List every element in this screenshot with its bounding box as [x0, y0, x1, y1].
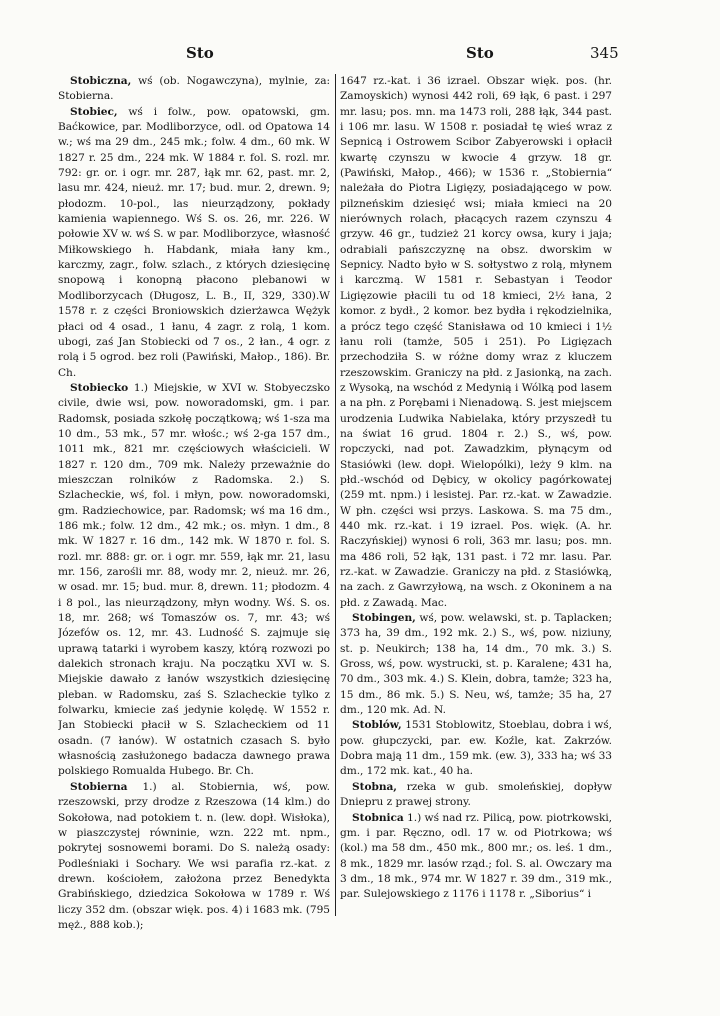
entry-headword: Stobierna — [70, 780, 128, 793]
entry-stobna — [340, 780, 612, 811]
entry-headword: Stobingen, — [352, 612, 416, 625]
entry-stobiecko — [58, 381, 330, 780]
entry-text: wś (ob. Nogawczyna), mylnie, za: Stobierna. — [58, 75, 330, 103]
entry-headword: Stobiecko — [70, 381, 129, 394]
left-column — [58, 74, 330, 1002]
entry-text: 1.) Miejskie, w XVI w. Stobyeczsko civile, dwie wsi, pow. noworadomski, gm. i par. Radomsk, posiada szkołę początkową; wś 1-sza ma 10 dm., 53 mk., 57 mr. włośc.; wś 2-ga 157 dm., 1011 mk., 821 mr. częściowych właścicieli. W 1827 r. 120 dm., 709 mk. Należy przeważnie do mieszczan rolników z Radomska. 2.) S. Szlacheckie, wś, fol. i młyn, pow. noworadomski, gm. Radziechowice, par. Radomsk; wś ma 16 dm., 186 mk.; folw. 12 dm., 42 mk.; os. młyn. 1 dm., 8 mk. W 1827 r. 16 dm., 142 mk. W 1870 r. fol. S. rozl. mr. 888: gr. or. i ogr. mr. 559, łąk mr. 21, lasu mr. 156, zarośli mr. 88, wody mr. 2, nieuż. mr. 26, w osad. mr. 15; bud. mur. 8, drewn. 11; płodozm. 4 i 8 pol., las nieurządzony, młyn wodny. Wś. S. os. 18, mr. 268; wś Tomaszów os. 7, mr. 43; wś Józefów os. 12, mr. 43. Ludność S. zajmuje się uprawą tatarki i wyrobem kaszy, którą rozwozi po dalekich stronach kraju. Na początku XVI w. S. Miejskie dawało z łanów wszystkich dziesięcinę pleban. w Radomsku, zaś S. Szlacheckie tylko z folwarku, kmiecie zaś jedynie kolędę. W 1552 r. Jan Stobiecki płacił w S. Szlacheckiem od 11 osadn. (7 łanów). W ostatnich czasach S. było własnością zasłużonego badacza dawnego prawa polskiego Romualda Hubego. Br. Ch. — [58, 381, 330, 778]
entry-headword: Stobnica — [352, 811, 404, 824]
entry-headword: Stobiczna, — [70, 75, 132, 87]
entry-stoblow — [340, 718, 612, 779]
entry-headword: Stobiec, — [70, 105, 118, 118]
entry-text: 1647 rz.-kat. i 36 izrael. Obszar więk. pos. (hr. Zamoyskich) wynosi 442 roli, 69 łąk, 6 past. i 297 mr. lasu; pos. mn. ma 1473 roli, 288 łąk, 344 past. i 106 mr. lasu. W 1508 r. posiadał tę wieś wraz z Sepnicą i Ostrowem Scibor Zabyerowski i opłacił kwartę czynszu w kwocie 4 grzyw. 18 gr. (Pawiński, Małop., 466); w 1536 r. „Stobiernia“ należała do Piotra Ligięzy, posiadającego w pow. pilzneńskim dziesięć wsi; miała kmieci na 20 nierównych rolach, płacących razem czynszu 4 grzyw. 46 gr., tudzież 21 korcy owsa, kury i jaja; odrabiali pańszczyznę na obsz. dworskim w Sepnicy. Nadto było w S. sołtystwo z rolą, młynem i karczmą. W 1581 r. Sebastyan i Teodor Ligięzowie płacili tu od 18 kmieci, 2½ łana, 2 komor. z bydł., 2 komor. bez bydła i rękodzielnika, a prócz tego część Stanisława od 10 kmieci i 1½ łanu roli (tamże, 505 i 251). Po Ligięzach przechodziła S. w różne domy wraz z kluczem rzeszowskim. Graniczy na płd. z Jasionką, na zach. z Wysoką, na wschód z Medynią i Wólką pod lasem a na płn. z Porębami i Nienadową. S. jest miejscem urodzenia Ludwika Nabielaka, który przyszedł tu na świat 16 grud. 1804 r. 2.) S., wś, pow. ropczycki, nad pot. Zawadzkim, płynącym od Stasiówki (lew. dopł. Wielopólki), leży 9 klm. na płd.-wschód od Dębicy, w okolicy pagórkowatej (259 mt. npm.) i lesistej. Par. rz.-kat. w Zawadzie. W płn. części wsi przys. Laskowa. S. ma 75 dm., 440 mk. rz.-kat. i 19 izrael. Pos. więk. (A. hr. Raczyńskiej) wynosi 6 roli, 363 mr. lasu; pos. mn. ma 486 roli, 52 łąk, 131 past. i 72 mr. lasu. Par. rz.-kat. w Zawadzie. Graniczy na płd. z Stasiówką, na zach. z Gawrzyłową, na wsch. z Okoninem a na płd. z Zawadą. Mac. — [340, 75, 612, 609]
entry-text: 1.) wś nad rz. Pilicą, pow. piotrkowski, gm. i par. Ręczno, odl. 17 w. od Piotrkowa; wś (kol.) ma 58 dm., 450 mk., 800 mr.; os. leś. 1 dm., 8 mk., 1829 mr. lasów rząd.; fol. S. al. Owczary ma 3 dm., 18 mk., 974 mr. W 1827 r. 39 dm., 319 mk., par. Sulejowskiego z 1176 i 1178 r. „Siborius“ i — [340, 811, 612, 901]
entry-stobierna-cont — [340, 74, 612, 611]
running-head-right: Sto — [466, 44, 494, 62]
entry-stobnica — [340, 811, 612, 903]
entry-stobiczna — [58, 74, 330, 105]
column-divider — [335, 74, 336, 916]
entry-headword: Stoblów, — [352, 719, 402, 732]
entry-text: rzeka w gub. smoleńskiej, dopływ Dniepru z prawej strony. — [340, 780, 612, 809]
entry-headword: Stobna, — [352, 780, 397, 793]
page-number: 345 — [590, 44, 619, 62]
entry-text: wś, pow. welawski, st. p. Taplacken; 373 ha, 39 dm., 192 mk. 2.) S., wś, pow. niziuny, st. p. Neukirch; 138 ha, 14 dm., 70 mk. 3.) S. Gross, wś, pow. wystrucki, st. p. Karalene; 431 ha, 70 dm., 303 mk. 4.) S. Klein, dobra, tamże; 323 ha, 15 dm., 86 mk. 5.) S. Neu, wś, tamże; 35 ha, 27 dm., 120 mk. Ad. N. — [340, 612, 612, 717]
entry-stobingen — [340, 611, 612, 718]
right-column — [340, 74, 612, 1002]
entry-text: wś i folw., pow. opatowski, gm. Baćkowice, par. Modliborzyce, odl. od Opatowa 14 w.; wś ma 29 dm., 245 mk.; folw. 4 dm., 60 mk. W 1827 r. 25 dm., 224 mk. W 1884 r. fol. S. rozl. mr. 792: gr. or. i ogr. mr. 287, łąk mr. 62, past. mr. 2, lasu mr. 424, nieuż. mr. 17; bud. mur. 2, drewn. 9; płodozm. 10-pol., las nieurządzony, pokłady kamienia wapiennego. Wś S. os. 26, mr. 226. W połowie XV w. wś S. w par. Modliborzyce, własność Miłkowskiego h. Habdank, miała łany km., karczmy, zagr., folw. szlach., z których dziesięcinę snopową i konopną płacono plebanowi w Modliborzycach (Długosz, L. B., II, 329, 330).W 1578 r. z części Broniowskich dzierżawca Wężyk płaci od 4 osad., 1 łanu, 4 zagr. z rolą, 1 kom. ubogi, zaś Jan Stobiecki od 7 os., 2 łan., 4 ogr. z rolą i 5 ogrod. bez roli (Pawiński, Małop., 186). Br. Ch. — [58, 105, 330, 379]
entry-text: 1531 Stoblowitz, Stoeblau, dobra i wś, pow. głupczycki, par. ew. Koźle, kat. Zakrzów. Dobra mają 11 dm., 159 mk. (ew. 3), 333 ha; wś 33 dm., 172 mk. kat., 40 ha. — [340, 719, 612, 778]
running-head-left: Sto — [186, 44, 214, 62]
entry-stobierna — [58, 780, 330, 933]
entry-text: 1.) al. Stobiernia, wś, pow. rzeszowski, przy drodze z Rzeszowa (14 klm.) do Sokołowa, nad potokiem t. n. (lew. dopł. Wisłoka), w piaszczystej równinie, wzn. 222 mt. npm., pokrytej sosnowemi borami. Do S. należą osady: Podleśniaki i Sochary. We wsi parafia rz.-kat. z drewn. kościołem, założona przez Benedykta Grabińskiego, dziedzica Sokołowa w 1789 r. Wś liczy 352 dm. (obszar więk. pos. 4) i 1683 mk. (795 męż., 888 kob.); — [58, 780, 330, 931]
entry-stobiec — [58, 105, 330, 381]
